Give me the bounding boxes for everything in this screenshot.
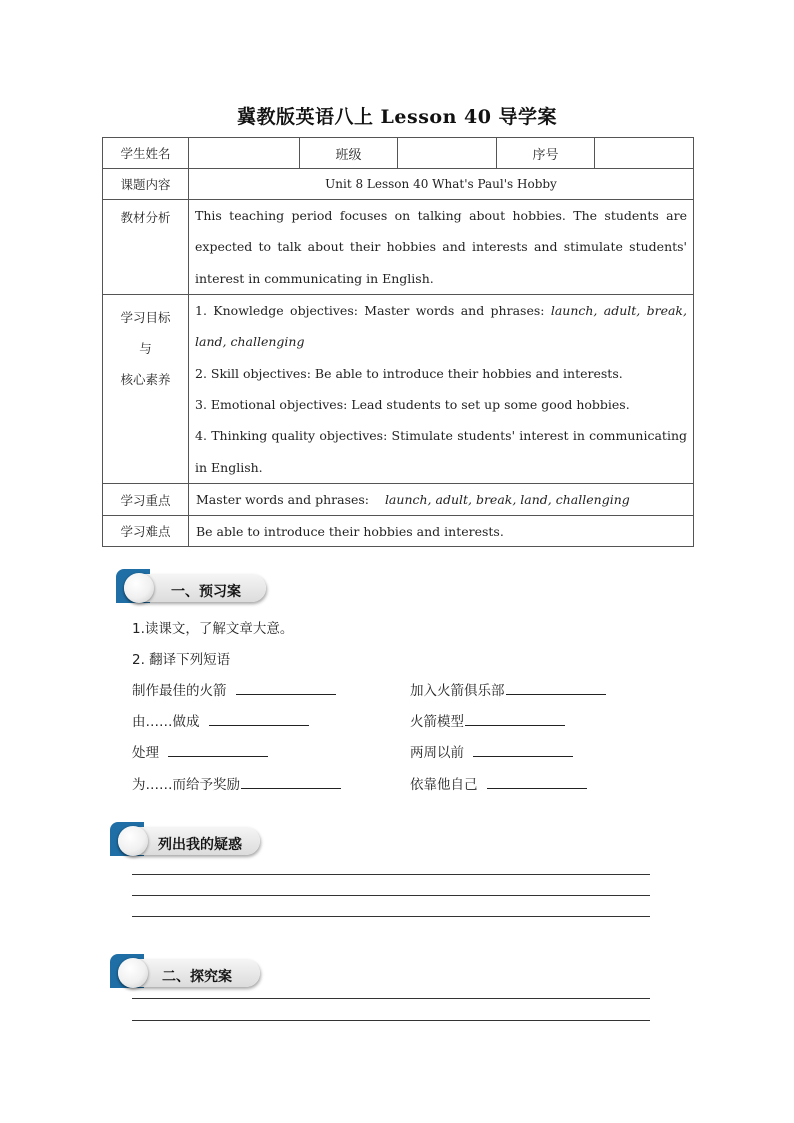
objectives-label (103, 295, 189, 484)
objective-skill: 2. Skill objectives: Be able to introduce their hobbies and interests. (195, 365, 623, 381)
number-label: 序号 (497, 138, 595, 169)
topic-value: Unit 8 Lesson 40 What's Paul's Hobby (189, 169, 694, 200)
badge-circle-icon (118, 958, 148, 988)
student-name-label: 学生姓名 (103, 138, 189, 169)
objective-knowledge (195, 295, 687, 358)
task-read-text: 1.读课文，了解文章大意。 (132, 621, 294, 637)
key-points-content (189, 484, 694, 516)
writing-line[interactable] (132, 895, 650, 896)
objectives-label-line3: 核心素养 (120, 372, 171, 387)
questions-section-badge (110, 822, 270, 858)
objectives-label-line2: 与 (139, 341, 152, 356)
number-field[interactable] (595, 138, 694, 169)
key-points-label: 学习重点 (103, 484, 189, 516)
writing-line[interactable] (132, 874, 650, 875)
page-title: 冀教版英语八上 Lesson 40 导学案 (236, 106, 558, 128)
answer-blank[interactable] (506, 681, 606, 695)
writing-line[interactable] (132, 998, 650, 999)
objective-knowledge-words: launch, adult, break, land, challenging (195, 303, 687, 350)
analysis-label: 教材分析 (103, 200, 189, 295)
preview-section-heading: 一、预习案 (171, 584, 241, 600)
preview-section-badge (116, 569, 276, 605)
badge-circle-icon (118, 826, 148, 856)
questions-section-heading: 列出我的疑惑 (158, 837, 242, 853)
answer-blank[interactable] (209, 712, 309, 726)
phrase-item: 处理 (132, 741, 268, 761)
objective-thinking: 4. Thinking quality objectives: Stimulate students' interest in communicating in English. (195, 428, 687, 475)
key-points-text: Master words and phrases: (196, 492, 370, 507)
objective-knowledge-text: 1. Knowledge objectives: Master words and phrases: (195, 303, 545, 319)
explore-section-heading: 二、探究案 (162, 969, 232, 985)
class-label: 班级 (300, 138, 398, 169)
phrase-item: 依靠他自己 (410, 773, 587, 793)
difficulties-text: Be able to introduce their hobbies and interests. (189, 516, 694, 547)
explore-section-badge (110, 954, 270, 990)
answer-blank[interactable] (241, 775, 341, 789)
answer-blank[interactable] (487, 775, 587, 789)
class-field[interactable] (398, 138, 497, 169)
analysis-text: This teaching period focuses on talking about hobbies. The students are expected to talk about their hobbies and interests and stimulate students' interest in communicating in English. (189, 200, 694, 295)
answer-blank[interactable] (473, 743, 573, 757)
answer-blank[interactable] (465, 712, 565, 726)
phrase-item: 制作最佳的火箭 (132, 679, 336, 699)
phrase-item: 加入火箭俱乐部 (410, 679, 606, 699)
answer-blank[interactable] (236, 681, 336, 695)
difficulties-label: 学习难点 (103, 516, 189, 547)
info-table (102, 137, 694, 547)
writing-line[interactable] (132, 916, 650, 917)
phrase-item: 两周以前 (410, 741, 573, 761)
phrase-item: 由……做成 (132, 710, 309, 730)
writing-line[interactable] (132, 1020, 650, 1021)
answer-blank[interactable] (168, 743, 268, 757)
key-points-words: launch, adult, break, land, challenging (384, 492, 630, 507)
badge-circle-icon (124, 573, 154, 603)
phrase-item: 火箭模型 (410, 710, 565, 730)
student-name-field[interactable] (189, 138, 300, 169)
objectives-content (189, 295, 694, 484)
topic-label: 课题内容 (103, 169, 189, 200)
objectives-label-line1: 学习目标 (120, 310, 171, 325)
task-translate: 2. 翻译下列短语 (132, 652, 231, 668)
objective-emotional: 3. Emotional objectives: Lead students to set up some good hobbies. (195, 397, 630, 412)
phrase-item: 为……而给予奖励 (132, 773, 341, 793)
